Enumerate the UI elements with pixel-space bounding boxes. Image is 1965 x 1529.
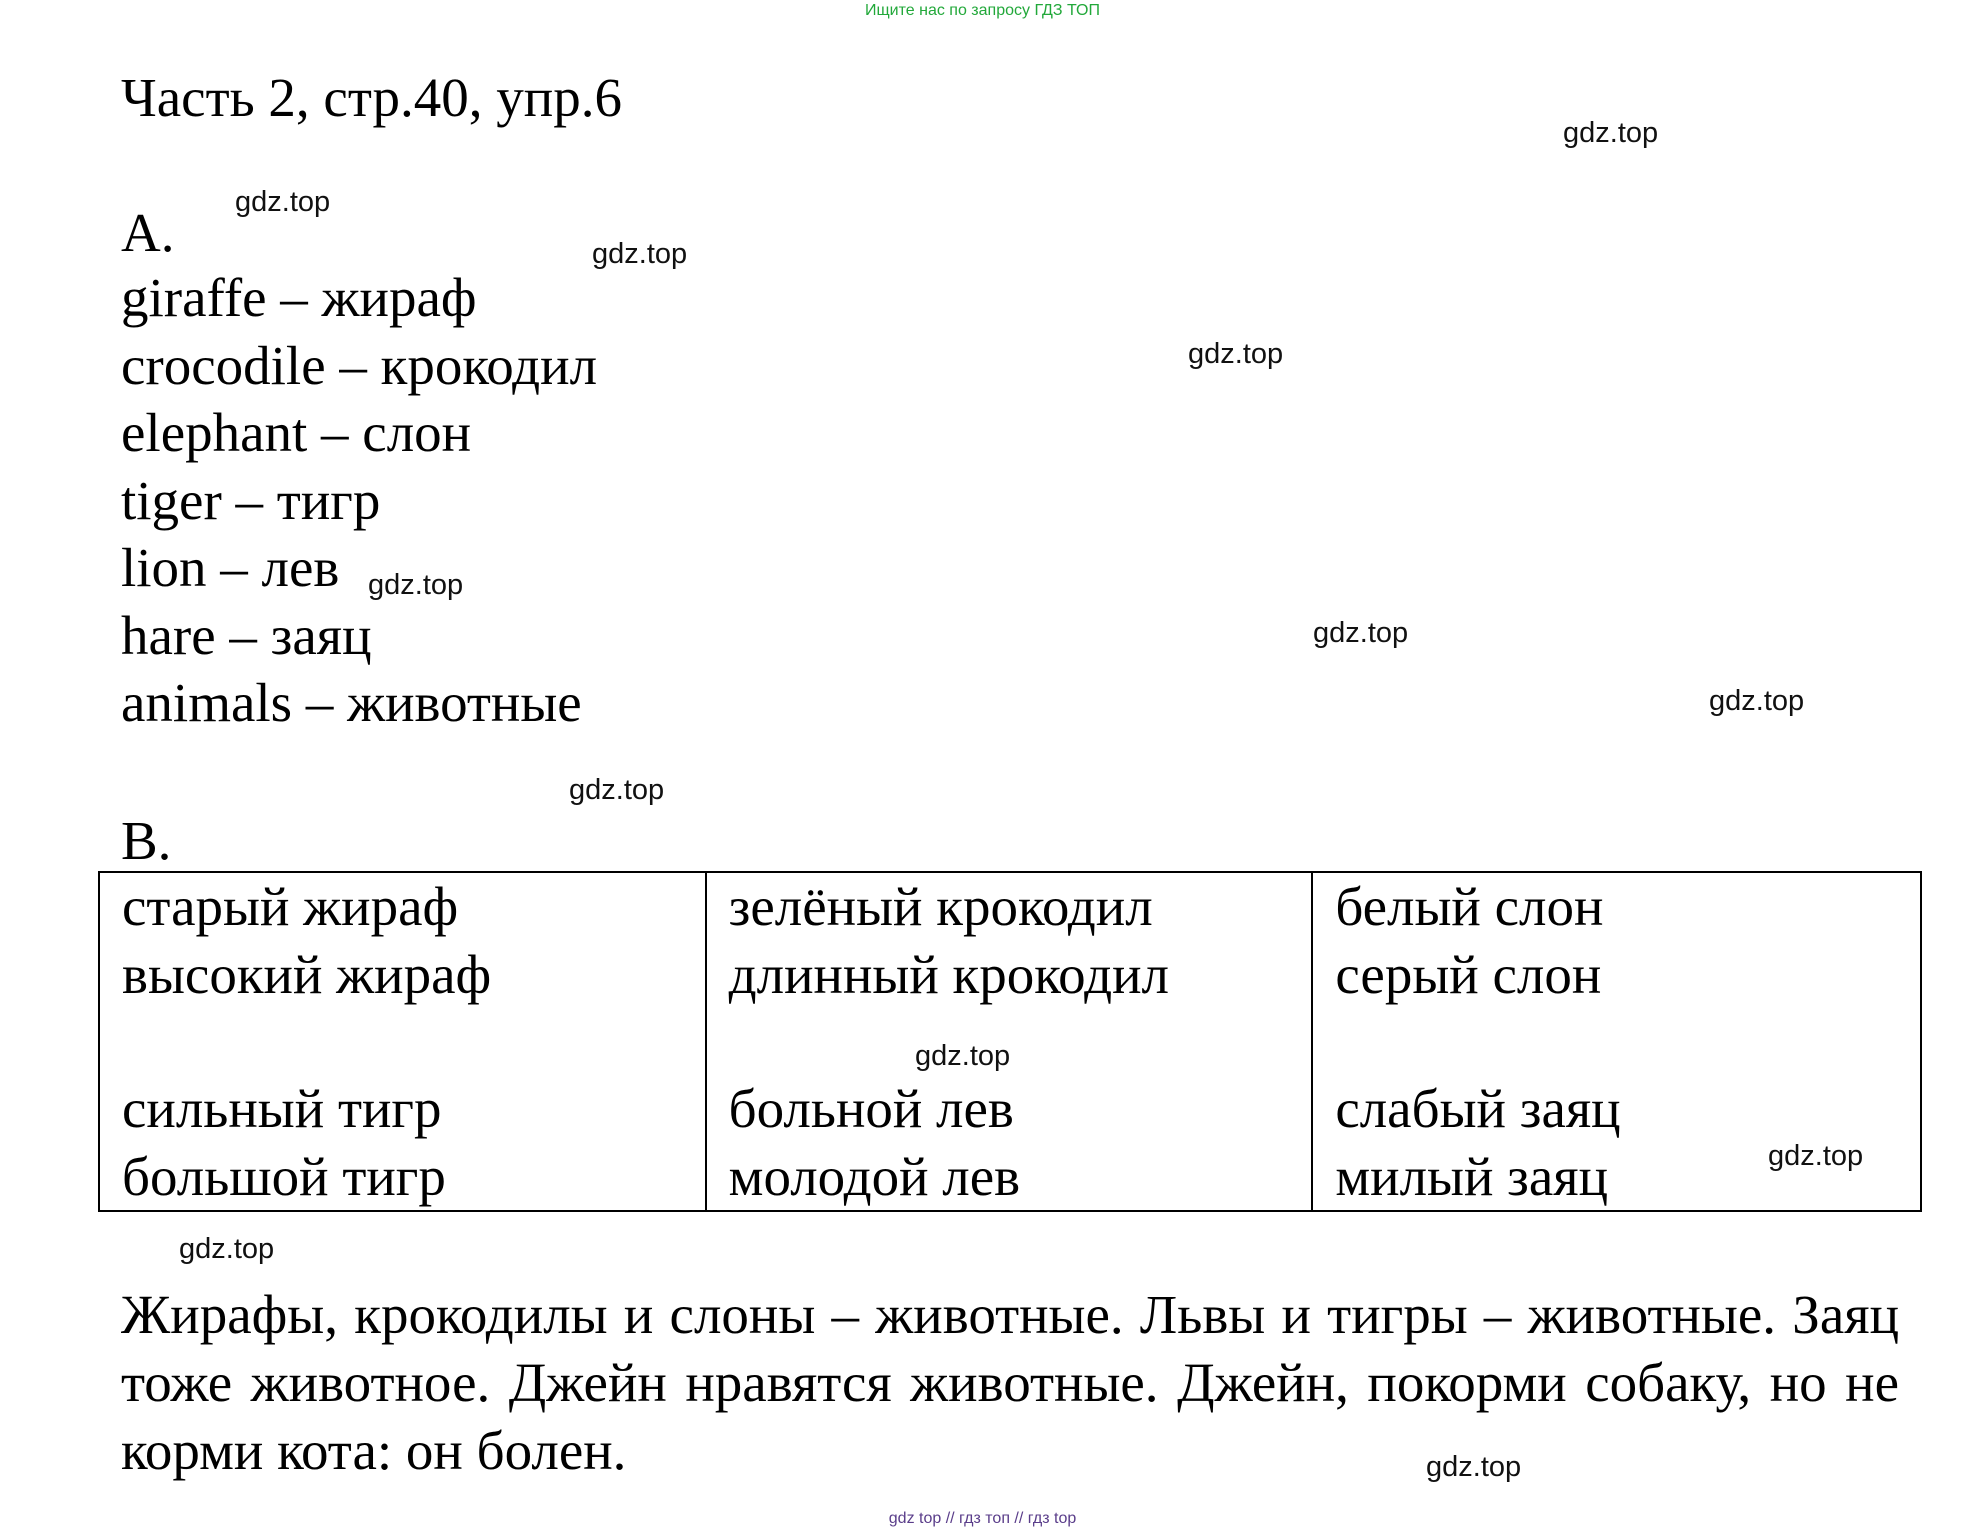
list-item: hare – заяц bbox=[121, 604, 372, 666]
list-item: lion – лев bbox=[121, 537, 340, 598]
footer-links[interactable]: gdz top // гдз топ // гдз top bbox=[888, 1510, 1077, 1527]
watermark: gdz.top bbox=[1768, 1140, 1864, 1172]
watermark: gdz.top bbox=[1313, 617, 1409, 649]
table-cell: молодой лев bbox=[728, 1146, 1021, 1207]
table-column bbox=[100, 873, 707, 1210]
list-item: crocodile – крокодил bbox=[121, 334, 598, 396]
list-item: animals – животные bbox=[121, 672, 582, 733]
table-cell: старый жираф bbox=[122, 876, 459, 937]
watermark: gdz.top bbox=[179, 1233, 275, 1265]
table-cell: сильный тигр bbox=[122, 1078, 442, 1139]
table-cell: больной лев bbox=[728, 1078, 1014, 1139]
watermark: gdz.top bbox=[1563, 117, 1659, 149]
table-cell: большой тигр bbox=[122, 1146, 446, 1207]
table-cell: белый слон bbox=[1335, 876, 1604, 937]
list-item: giraffe – жираф bbox=[121, 267, 477, 328]
table-cell: длинный крокодил bbox=[728, 944, 1169, 1005]
watermark: gdz.top bbox=[569, 774, 665, 806]
section-a-label: A. bbox=[121, 202, 175, 263]
page-title: Часть 2, стр.40, упр.6 bbox=[121, 67, 622, 128]
watermark: gdz.top bbox=[915, 1040, 1011, 1072]
watermark: gdz.top bbox=[1188, 338, 1284, 370]
top-banner[interactable]: Ищите нас по запросу ГДЗ ТОП bbox=[865, 2, 1100, 19]
table-cell: милый заяц bbox=[1335, 1146, 1609, 1207]
table-cell: зелёный крокодил bbox=[728, 876, 1153, 937]
section-b-label: B. bbox=[121, 810, 172, 871]
table-cell: слабый заяц bbox=[1335, 1078, 1621, 1139]
watermark: gdz.top bbox=[1709, 685, 1805, 717]
table-cell: серый слон bbox=[1335, 944, 1602, 1005]
list-item: tiger – тигр bbox=[121, 469, 381, 531]
watermark: gdz.top bbox=[235, 186, 331, 218]
watermark: gdz.top bbox=[1426, 1451, 1522, 1483]
list-item: elephant – слон bbox=[121, 402, 472, 463]
vocabulary-list bbox=[121, 264, 597, 737]
watermark: gdz.top bbox=[368, 569, 464, 601]
answer-paragraph: Жирафы, крокодилы и слоны – животные. Львы и тигры – животные. Заяц тоже животное. Джейн нравятся животные. Джейн, покорми собаку, но не корми кота: он болен. bbox=[121, 1284, 1899, 1481]
table-cell: высокий жираф bbox=[122, 944, 492, 1005]
watermark: gdz.top bbox=[592, 238, 688, 270]
